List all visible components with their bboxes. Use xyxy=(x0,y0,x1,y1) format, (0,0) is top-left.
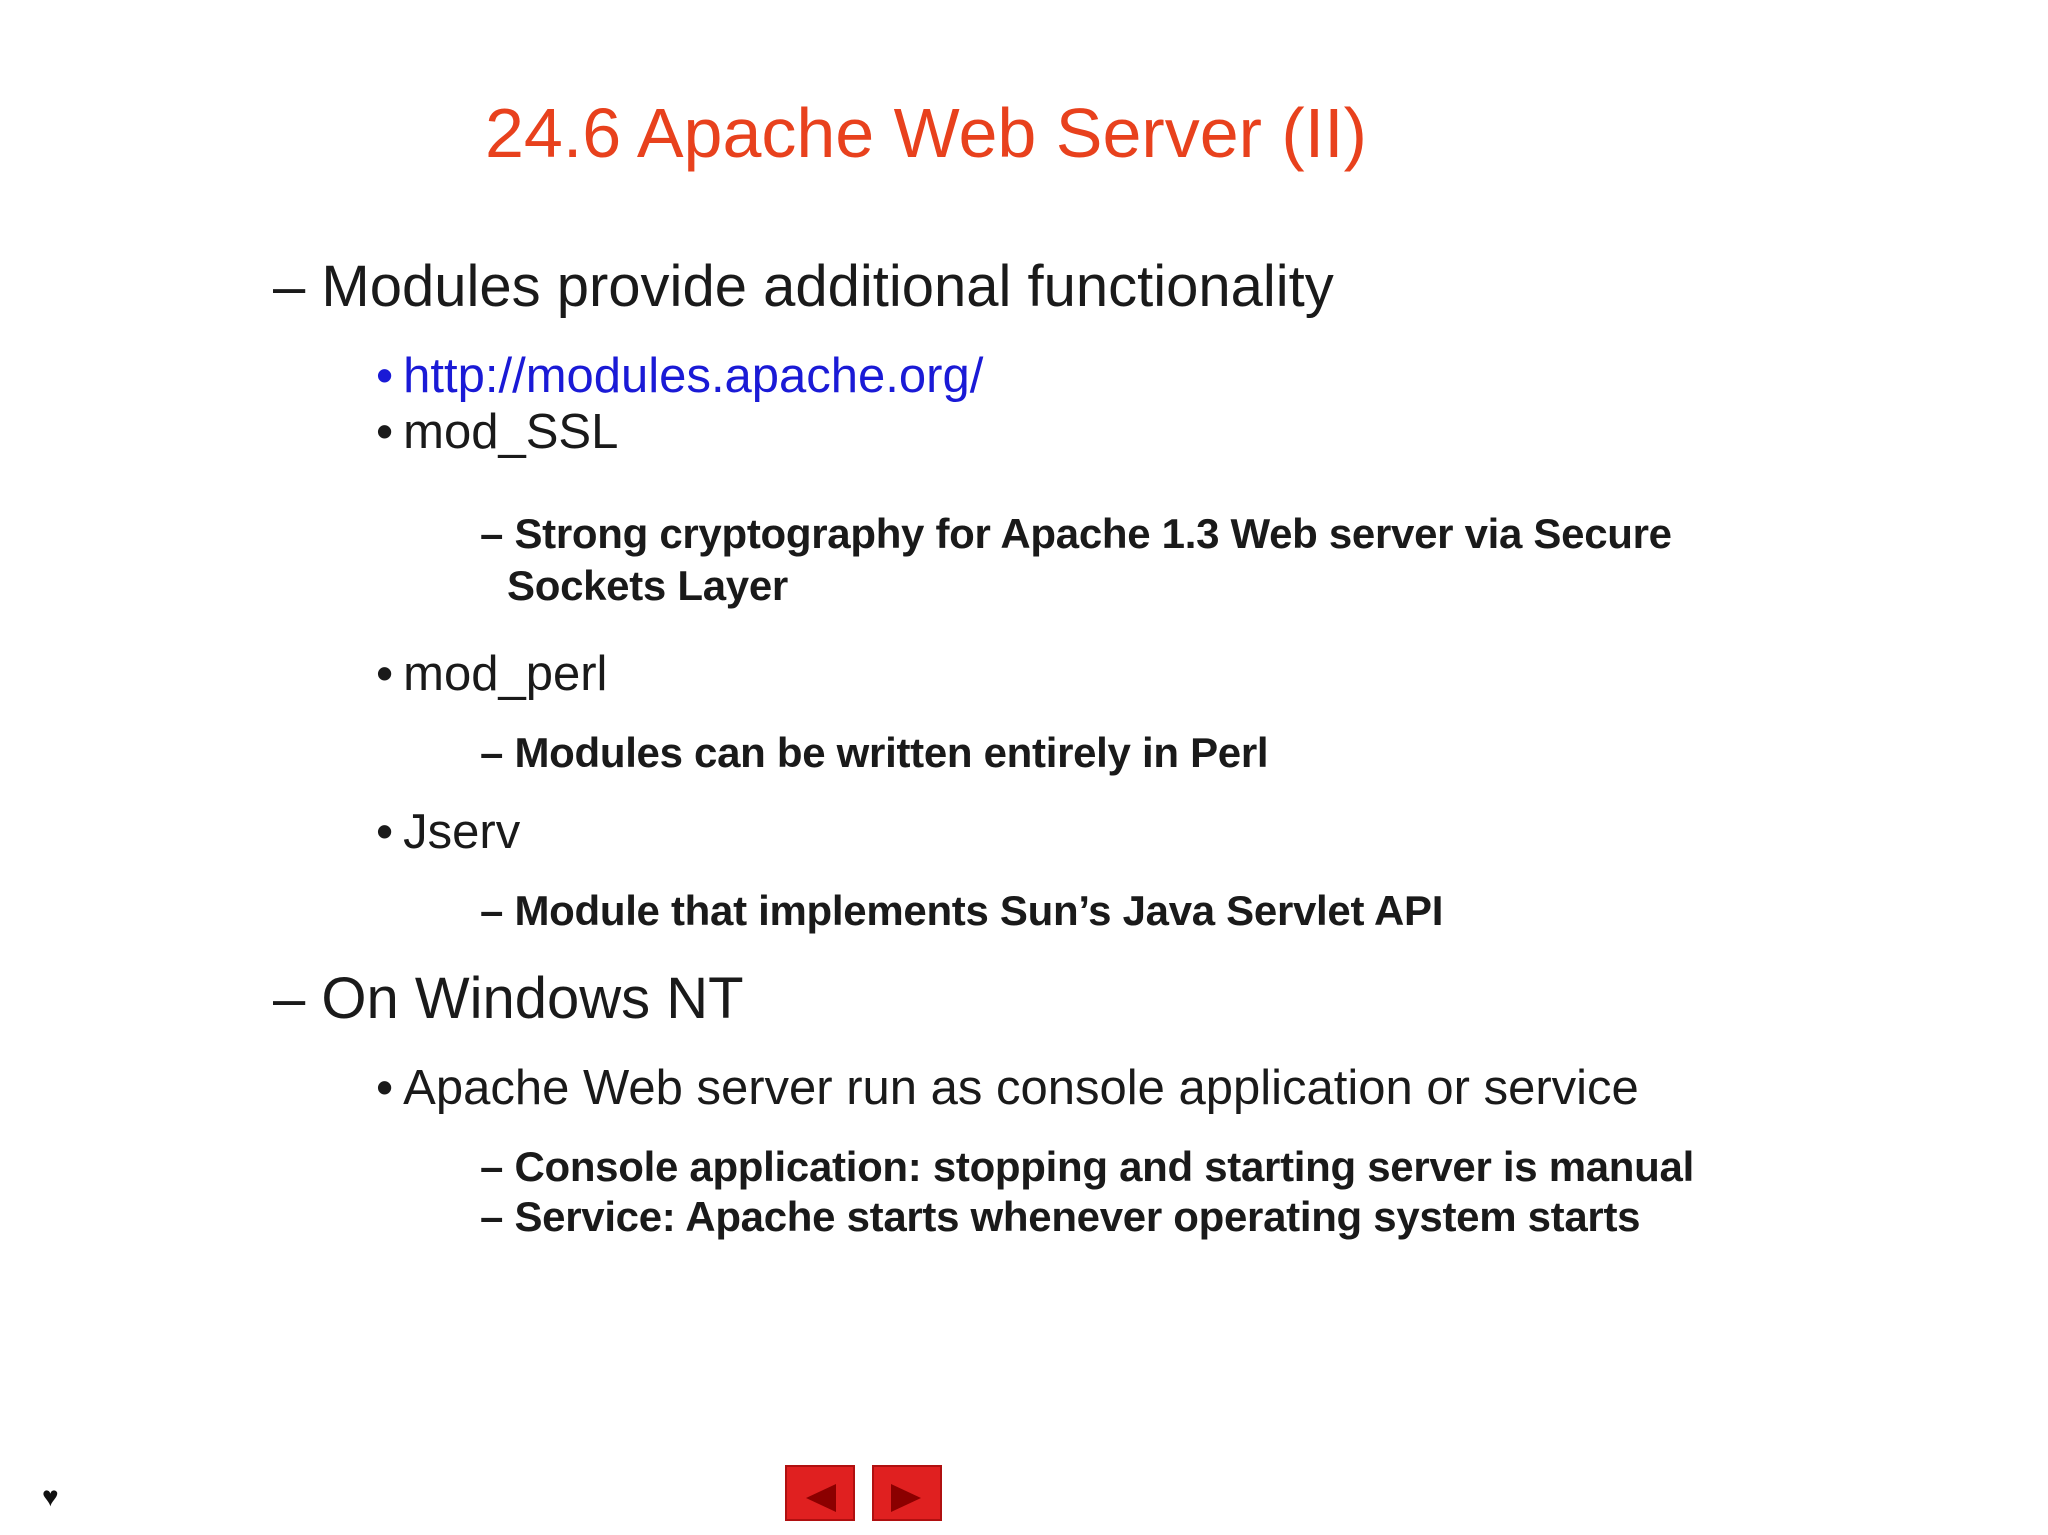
bullet-windows-text: On Windows NT xyxy=(321,966,744,1031)
bullet-modules xyxy=(273,252,1334,322)
sub-bullet-mod-ssl-text: mod_SSL xyxy=(403,405,619,459)
dash-marker: – xyxy=(480,510,504,557)
sub-bullet-jserv-text: Jserv xyxy=(403,805,521,859)
sub-sub-jserv-desc xyxy=(480,885,1443,937)
dash-marker: – xyxy=(273,254,306,319)
jserv-desc-text: Module that implements Sun’s Java Servlet API xyxy=(514,887,1444,934)
sub-sub-console-desc xyxy=(480,1141,1694,1193)
left-arrow-icon xyxy=(800,1481,840,1515)
sub-bullet-mod-ssl xyxy=(376,403,618,461)
dash-marker: – xyxy=(273,966,306,1031)
heart-icon: ♥ xyxy=(42,1481,59,1512)
sub-bullet-windows-run-text: Apache Web server run as console application or service xyxy=(403,1061,1639,1115)
sub-bullet-link xyxy=(376,347,983,405)
mod-ssl-desc-line2: Sockets Layer xyxy=(507,562,788,609)
sub-bullet-mod-perl-text: mod_perl xyxy=(403,647,608,701)
sub-sub-mod-perl-desc xyxy=(480,727,1268,779)
mod-perl-desc-text: Modules can be written entirely in Perl xyxy=(514,729,1269,776)
mod-ssl-desc-line1: Strong cryptography for Apache 1.3 Web server via Secure xyxy=(514,510,1672,557)
sub-bullet-mod-perl xyxy=(376,645,607,703)
sub-sub-mod-ssl-desc-cont xyxy=(507,560,788,612)
bullet-marker: • xyxy=(376,349,394,403)
dash-marker: – xyxy=(480,1193,504,1240)
right-arrow-icon xyxy=(887,1481,927,1515)
dash-marker: – xyxy=(480,729,504,776)
console-desc-text: Console application: stopping and starting server is manual xyxy=(514,1143,1694,1190)
previous-slide-button[interactable] xyxy=(785,1465,855,1521)
sub-sub-service-desc xyxy=(480,1191,1640,1243)
bullet-windows xyxy=(273,964,744,1034)
slide-title: 24.6 Apache Web Server (II) xyxy=(485,94,1367,172)
dash-marker: – xyxy=(480,887,504,934)
sub-sub-mod-ssl-desc xyxy=(480,508,1672,560)
bullet-marker: • xyxy=(376,647,394,701)
next-slide-button[interactable] xyxy=(872,1465,942,1521)
bullet-marker: • xyxy=(376,1061,394,1115)
modules-apache-link[interactable]: http://modules.apache.org/ xyxy=(403,349,984,403)
bullet-marker: • xyxy=(376,805,394,859)
bullet-marker: • xyxy=(376,405,394,459)
bullet-modules-text: Modules provide additional functionality xyxy=(321,254,1334,319)
sub-bullet-jserv xyxy=(376,803,520,861)
dash-marker: – xyxy=(480,1143,504,1190)
service-desc-text: Service: Apache starts whenever operating system starts xyxy=(514,1193,1641,1240)
sub-bullet-windows-run xyxy=(376,1059,1639,1117)
